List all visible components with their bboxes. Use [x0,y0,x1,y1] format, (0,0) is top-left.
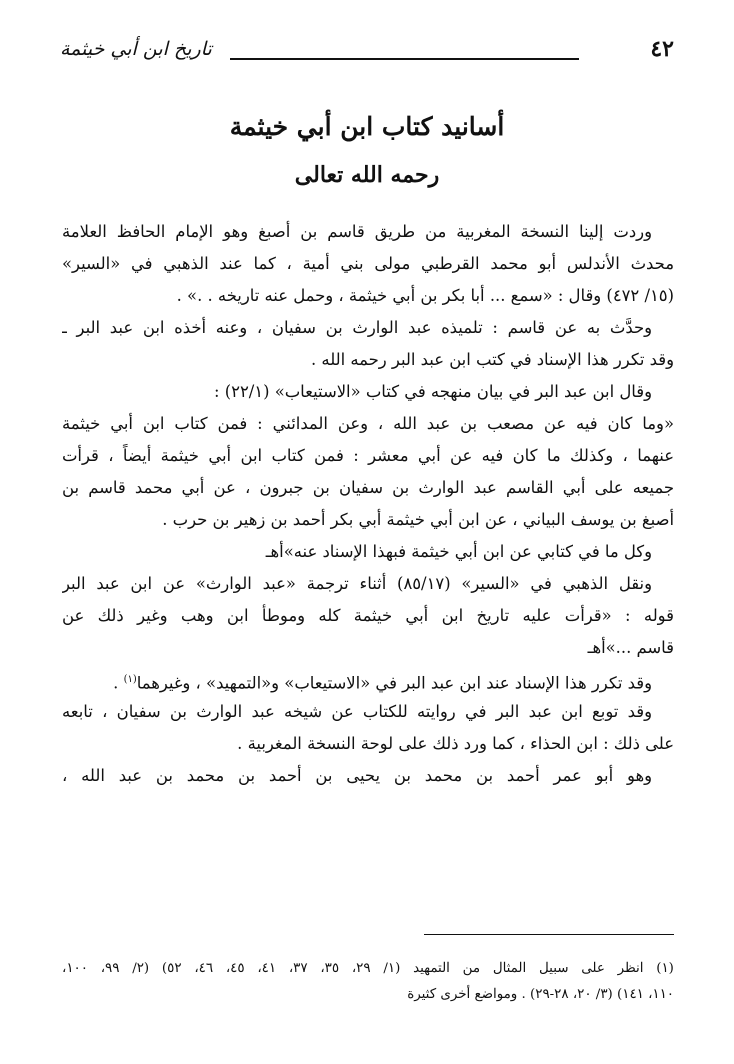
text-line: عنهما ، وكذلك ما كان فيه عن أبي معشر : فمن كتاب ابن أبي خيثمة أيضاً ، قرأت [62,446,674,465]
running-title: تاريخ ابن أبي خيثمة [60,38,212,60]
text-line: قوله : «قرأت عليه تاريخ ابن أبي خيثمة كله وموطأ ابن وهب وغير ذلك عن [62,606,674,625]
text-line: (١٥/ ٤٧٢) وقال : «سمع ... أبا بكر بن أبي خيثمة ، وحمل عنه تاريخه . .» . [176,286,674,305]
chapter-title: أسانيد كتاب ابن أبي خيثمة [229,112,505,141]
text-line: أصبغ بن يوسف البياني ، عن ابن أبي خيثمة أبي بكر أحمد بن زهير بن حرب . [162,510,674,529]
footnote-reference[interactable]: (١) [123,674,137,685]
body-text [62,216,674,792]
chapter-subtitle: رحمه الله تعالى [294,162,440,188]
text-line: محدث الأندلس أبو محمد القرطبي مولى بني أمية ، كما عند الذهبي في «السير» [62,254,674,273]
text-line: «وما كان فيه عن مصعب بن عبد الله ، وعن المدائني : فمن كتاب ابن أبي خيثمة [62,414,674,433]
text-line: وحدَّث به عن قاسم : تلميذه عبد الوارث بن سفيان ، وعنه أخذه ابن عبد البر ـ [62,318,652,337]
text-line: وكل ما في كتابي عن ابن أبي خيثمة فبهذا الإسناد عنه»أهـ [265,542,652,561]
running-header [60,36,674,76]
footnotes [62,956,674,1008]
footnote-line: (١) انظر على سبيل المثال من التمهيد (١/ ٢٩، ٣٥، ٣٧، ٤١، ٤٥، ٤٦، ٥٢) (٢/ ٩٩، ١٠٠، [62,961,674,976]
text-line: قاسم ...»أهـ [587,638,674,657]
footnote-line: ١١٠، ١٤١) (٣/ ٢٠، ٢٨-٢٩) . ومواضع أخرى كثيرة [407,987,674,1002]
text-line: وردت إلينا النسخة المغربية من طريق قاسم بن أصبغ وهو الإمام الحافظ العلامة [62,222,652,241]
text-line: وقد تكرر هذا الإسناد عند ابن عبد البر في «الاستيعاب» و«التمهيد» ، وغيرهما$^{(١)}$ . [113,673,652,693]
header-rule [230,58,579,60]
text-line: وقال ابن عبد البر في بيان منهجه في كتاب «الاستيعاب» (٢٢/١) : [214,382,652,401]
text-line: ونقل الذهبي في «السير» (٨٥/١٧) أثناء ترجمة «عبد الوارث» عن ابن عبد البر [62,574,653,593]
text-line: جميعه على أبي القاسم عبد الوارث بن سفيان بن جبرون ، عن أبي محمد قاسم بن [62,478,674,497]
text-line: وقد تكرر هذا الإسناد في كتب ابن عبد البر رحمه الله . [311,350,674,369]
text-line: وهو أبو عمر أحمد بن محمد بن يحيى بن أحمد بن محمد بن عبد الله ، [62,766,652,785]
page-number: ٤٢ [650,36,674,62]
text-line-content: وقد تكرر هذا الإسناد عند ابن عبد البر في «الاستيعاب» و«التمهيد» ، وغيرهما [136,673,652,693]
footnote-rule [424,934,674,935]
text-line: وقد توبع ابن عبد البر في روايته للكتاب عن شيخه عبد الوارث بن سفيان ، تابعه [62,702,652,721]
text-line: على ذلك : ابن الحذاء ، كما ورد ذلك على لوحة النسخة المغربية . [237,734,674,753]
